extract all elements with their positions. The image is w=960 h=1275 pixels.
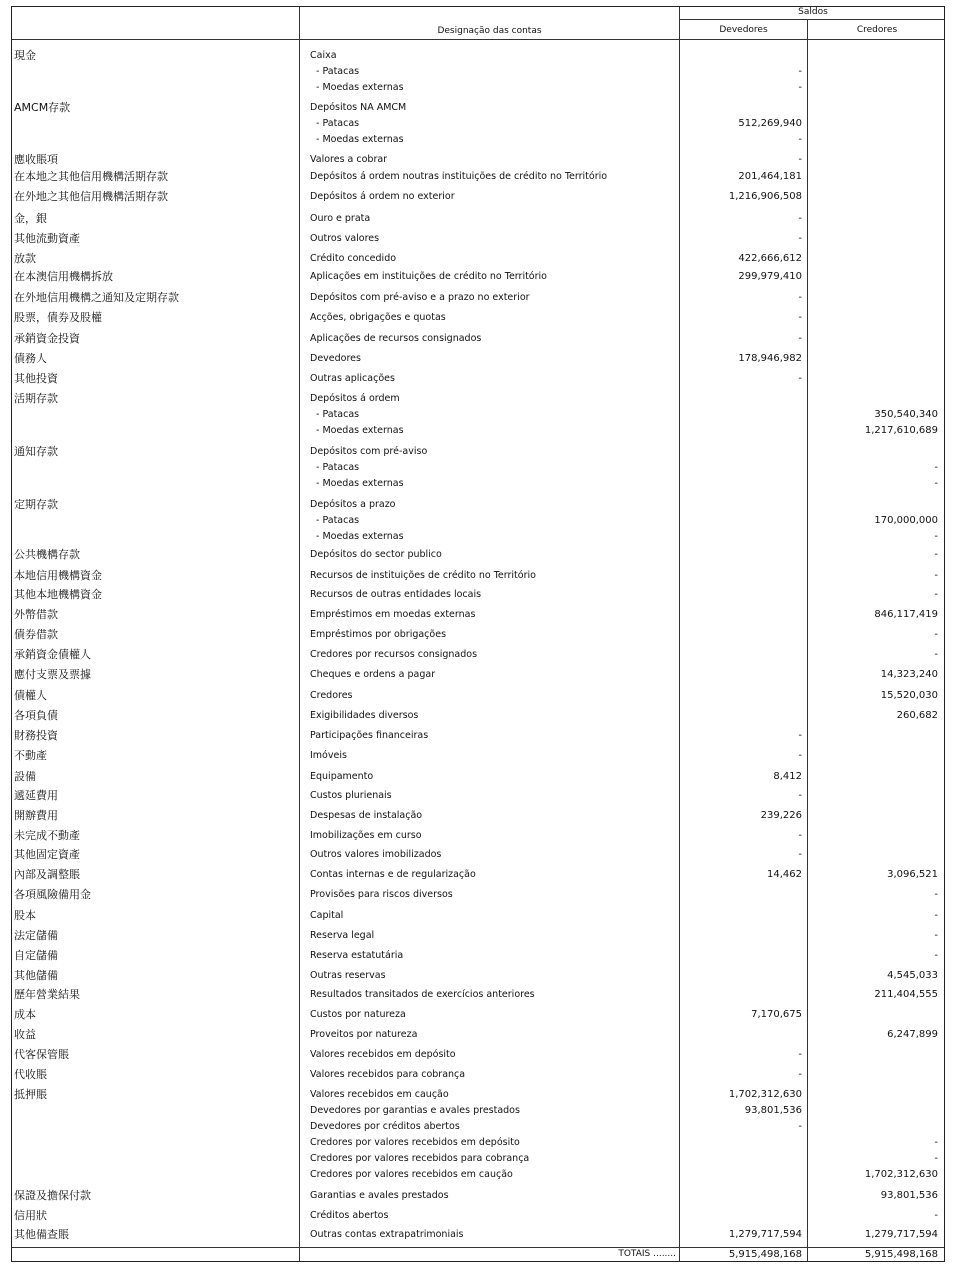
devedores-value: - <box>798 790 802 801</box>
table-row <box>12 1151 944 1167</box>
account-name-zh: 現金 <box>14 49 36 62</box>
credores-value: 1,217,610,689 <box>864 425 938 436</box>
credores-value: 15,520,030 <box>880 690 938 701</box>
credores-value: - <box>934 478 938 489</box>
table-row <box>12 351 944 367</box>
account-name-pt: Capital <box>310 910 344 921</box>
account-name-pt: Caixa <box>310 50 337 61</box>
devedores-value: - <box>798 830 802 841</box>
devedores-value: 14,462 <box>767 869 802 880</box>
account-name-pt: Crédito concedido <box>310 253 397 264</box>
credores-value: - <box>934 1137 938 1148</box>
account-name-pt: Depósitos com pré-aviso <box>310 446 428 457</box>
account-name-pt: Provisões para riscos diversos <box>310 889 453 900</box>
account-name-pt: Depósitos NA AMCM <box>310 102 407 113</box>
account-name-zh: 在本地之其他信用機構活期存款 <box>14 170 168 183</box>
table-row <box>12 460 944 476</box>
account-name-pt: Créditos abertos <box>310 1210 389 1221</box>
devedores-value: - <box>798 154 802 165</box>
account-name-zh: 信用狀 <box>14 1209 47 1222</box>
table-row <box>12 529 944 545</box>
table-row <box>12 627 944 643</box>
header-saldos: Saldos <box>798 7 828 17</box>
devedores-value: - <box>798 1049 802 1060</box>
account-name-pt: Depósitos a prazo <box>310 499 396 510</box>
account-name-pt: Devedores por créditos abertos <box>310 1121 460 1132</box>
devedores-value: 178,946,982 <box>738 353 802 364</box>
table-row <box>12 928 944 944</box>
account-name-zh: 不動產 <box>14 749 47 762</box>
credores-value: 4,545,033 <box>887 970 938 981</box>
devedores-value: - <box>798 849 802 860</box>
account-name-pt: Devedores <box>310 353 361 364</box>
table-row <box>12 80 944 96</box>
devedores-value: - <box>798 292 802 303</box>
account-name-pt: Reserva legal <box>310 930 375 941</box>
account-name-pt: Credores por valores recebidos em depósito <box>310 1137 520 1148</box>
account-name-pt: Outros valores <box>310 233 380 244</box>
account-name-zh: 其他流動資產 <box>14 232 80 245</box>
account-name-zh: 各項風險備用金 <box>14 888 91 901</box>
table-row <box>12 667 944 683</box>
account-name-zh: 通知存款 <box>14 445 58 458</box>
account-name-pt: Custos por natureza <box>310 1009 406 1020</box>
table-row <box>12 1188 944 1204</box>
credores-value: 846,117,419 <box>874 609 938 620</box>
account-name-zh: 抵押賬 <box>14 1088 47 1101</box>
header-designacao: Designação das contas <box>437 26 542 36</box>
devedores-value: 7,170,675 <box>751 1009 802 1020</box>
table-row <box>12 708 944 724</box>
account-name-pt: Valores recebidos em depósito <box>310 1049 456 1060</box>
totals-devedores: 5,915,498,168 <box>728 1249 802 1260</box>
table-row <box>12 1227 944 1243</box>
account-name-pt: Depósitos com pré-aviso e a prazo no exterior <box>310 292 530 303</box>
table-row <box>12 968 944 984</box>
account-name-pt: Outras reservas <box>310 970 386 981</box>
credores-value: - <box>934 950 938 961</box>
devedores-value: 422,666,612 <box>738 253 802 264</box>
table-row <box>12 100 944 116</box>
table-row <box>12 310 944 326</box>
account-name-zh: 其他儲備 <box>14 969 58 982</box>
account-name-pt: Credores por recursos consignados <box>310 649 478 660</box>
account-name-zh: 債權人 <box>14 689 47 702</box>
account-name-zh: 應付支票及票據 <box>14 668 91 681</box>
devedores-value: 1,702,312,630 <box>728 1089 802 1100</box>
table-row <box>12 132 944 148</box>
credores-value: 6,247,899 <box>887 1029 938 1040</box>
devedores-value: - <box>798 134 802 145</box>
account-name-zh: 保證及擔保付款 <box>14 1189 91 1202</box>
devedores-value: 299,979,410 <box>738 271 802 282</box>
credores-value: 350,540,340 <box>874 409 938 420</box>
totals-credores: 5,915,498,168 <box>864 1249 938 1260</box>
account-name-pt: - Patacas <box>316 118 360 129</box>
account-name-zh: 股票，債券及股權 <box>14 311 102 324</box>
account-name-pt: Depósitos á ordem no exterior <box>310 191 455 202</box>
table-row <box>12 48 944 64</box>
account-name-zh: 在外地信用機構之通知及定期存款 <box>14 291 179 304</box>
credores-value: 93,801,536 <box>880 1190 938 1201</box>
account-name-zh: 金，銀 <box>14 212 47 225</box>
account-name-zh: 應收賬項 <box>14 153 58 166</box>
table-row <box>12 290 944 306</box>
account-name-pt: Credores por valores recebidos para cobrança <box>310 1153 530 1164</box>
credores-value: 1,702,312,630 <box>864 1169 938 1180</box>
table-row <box>12 1119 944 1135</box>
devedores-value: 201,464,181 <box>738 171 802 182</box>
account-name-pt: Cheques e ordens a pagar <box>310 669 436 680</box>
account-name-pt: Depósitos á ordem noutras instituições de crédito no Território <box>310 171 608 182</box>
account-name-pt: - Patacas <box>316 515 360 526</box>
account-name-pt: - Moedas externas <box>316 531 404 542</box>
table-row <box>12 908 944 924</box>
table-row <box>12 371 944 387</box>
account-name-pt: Devedores por garantias e avales prestados <box>310 1105 520 1116</box>
credores-value: - <box>934 629 938 640</box>
account-name-zh: AMCM存款 <box>14 101 71 114</box>
devedores-value: 512,269,940 <box>738 118 802 129</box>
account-name-pt: Despesas de instalação <box>310 810 423 821</box>
account-name-zh: 在外地之其他信用機構活期存款 <box>14 190 168 203</box>
account-name-pt: - Patacas <box>316 66 360 77</box>
account-name-zh: 代收賬 <box>14 1068 47 1081</box>
table-row <box>12 607 944 623</box>
devedores-value: - <box>798 213 802 224</box>
credores-value: - <box>934 589 938 600</box>
header-divider <box>12 39 944 40</box>
account-name-zh: 其他備查賬 <box>14 1228 69 1241</box>
account-name-pt: Reserva estatutária <box>310 950 404 961</box>
account-name-pt: Credores <box>310 690 353 701</box>
devedores-value: - <box>798 1069 802 1080</box>
account-name-zh: 外幣借款 <box>14 608 58 621</box>
devedores-value: - <box>798 66 802 77</box>
table-row <box>12 116 944 132</box>
table-row <box>12 1027 944 1043</box>
credores-value: - <box>934 1210 938 1221</box>
account-name-pt: - Moedas externas <box>316 478 404 489</box>
account-name-pt: Empréstimos por obrigações <box>310 629 447 640</box>
table-row <box>12 647 944 663</box>
account-name-zh: 其他投資 <box>14 372 58 385</box>
account-name-pt: Credores por valores recebidos em caução <box>310 1169 513 1180</box>
table-row <box>12 391 944 407</box>
account-name-zh: 開辦費用 <box>14 809 58 822</box>
devedores-value: - <box>798 82 802 93</box>
table-row <box>12 169 944 185</box>
table-row <box>12 769 944 785</box>
table-row <box>12 847 944 863</box>
account-name-pt: Aplicações de recursos consignados <box>310 333 482 344</box>
table-row <box>12 423 944 439</box>
account-name-pt: Equipamento <box>310 771 374 782</box>
account-name-zh: 各項負債 <box>14 709 58 722</box>
table-row <box>12 547 944 563</box>
credores-value: 170,000,000 <box>874 515 938 526</box>
account-name-pt: - Patacas <box>316 462 360 473</box>
account-name-pt: - Moedas externas <box>316 425 404 436</box>
devedores-value: - <box>798 333 802 344</box>
balance-sheet-table <box>11 6 945 1262</box>
account-name-pt: Imobilizações em curso <box>310 830 422 841</box>
account-name-zh: 未完成不動產 <box>14 829 80 842</box>
table-row <box>12 1007 944 1023</box>
account-name-pt: Valores a cobrar <box>310 154 388 165</box>
account-name-zh: 債務人 <box>14 352 47 365</box>
account-name-zh: 債券借款 <box>14 628 58 641</box>
credores-value: - <box>934 549 938 560</box>
table-row <box>12 728 944 744</box>
account-name-zh: 本地信用機構資金 <box>14 569 102 582</box>
account-name-zh: 內部及調整賬 <box>14 868 80 881</box>
table-row <box>12 407 944 423</box>
credores-value: 211,404,555 <box>874 989 938 1000</box>
account-name-zh: 成本 <box>14 1008 36 1021</box>
account-name-pt: Acções, obrigações e quotas <box>310 312 446 323</box>
table-row <box>12 748 944 764</box>
account-name-zh: 法定儲備 <box>14 929 58 942</box>
account-name-pt: Imóveis <box>310 750 347 761</box>
table-row <box>12 987 944 1003</box>
header-credores: Credores <box>856 25 898 35</box>
credores-value: - <box>934 570 938 581</box>
credores-value: 260,682 <box>896 710 938 721</box>
account-name-pt: Ouro e prata <box>310 213 371 224</box>
account-name-pt: - Patacas <box>316 409 360 420</box>
account-name-pt: Recursos de outras entidades locais <box>310 589 482 600</box>
table-row <box>12 867 944 883</box>
credores-value: - <box>934 1153 938 1164</box>
totals-row <box>12 1247 944 1263</box>
account-name-zh: 設備 <box>14 770 36 783</box>
table-row <box>12 948 944 964</box>
devedores-value: 1,216,906,508 <box>728 191 802 202</box>
account-name-zh: 其他本地機構資金 <box>14 588 102 601</box>
account-name-zh: 在本澳信用機構拆放 <box>14 270 113 283</box>
account-name-pt: Custos plurienais <box>310 790 392 801</box>
account-name-zh: 放款 <box>14 252 36 265</box>
account-name-pt: Depósitos do sector publico <box>310 549 442 560</box>
credores-value: - <box>934 910 938 921</box>
table-row <box>12 211 944 227</box>
account-name-pt: Outras contas extrapatrimoniais <box>310 1229 464 1240</box>
table-row <box>12 64 944 80</box>
account-name-pt: Contas internas e de regularização <box>310 869 476 880</box>
devedores-value: 93,801,536 <box>744 1105 802 1116</box>
account-name-zh: 歷年營業結果 <box>14 988 80 1001</box>
credores-value: - <box>934 889 938 900</box>
table-row <box>12 444 944 460</box>
account-name-pt: Valores recebidos para cobrança <box>310 1069 466 1080</box>
account-name-pt: Participações financeiras <box>310 730 429 741</box>
account-name-zh: 收益 <box>14 1028 36 1041</box>
account-name-zh: 其他固定資產 <box>14 848 80 861</box>
devedores-value: - <box>798 730 802 741</box>
account-name-zh: 公共機構存款 <box>14 548 80 561</box>
table-row <box>12 331 944 347</box>
table-row <box>12 1135 944 1151</box>
table-row <box>12 513 944 529</box>
account-name-pt: Depósitos á ordem <box>310 393 400 404</box>
account-name-pt: - Moedas externas <box>316 82 404 93</box>
credores-value: 14,323,240 <box>880 669 938 680</box>
account-name-zh: 遞延費用 <box>14 789 58 802</box>
table-row <box>12 231 944 247</box>
table-row <box>12 568 944 584</box>
account-name-pt: - Moedas externas <box>316 134 404 145</box>
devedores-value: - <box>798 750 802 761</box>
credores-value: - <box>934 462 938 473</box>
account-name-pt: Outros valores imobilizados <box>310 849 442 860</box>
table-row <box>12 808 944 824</box>
header-divider <box>679 19 944 20</box>
account-name-pt: Resultados transitados de exercícios anteriores <box>310 989 535 1000</box>
account-name-zh: 活期存款 <box>14 392 58 405</box>
account-name-pt: Outras aplicações <box>310 373 395 384</box>
credores-value: 3,096,521 <box>887 869 938 880</box>
table-row <box>12 152 944 168</box>
account-name-pt: Exigibilidades diversos <box>310 710 419 721</box>
table-row <box>12 887 944 903</box>
credores-value: - <box>934 930 938 941</box>
table-row <box>12 788 944 804</box>
account-name-pt: Valores recebidos em caução <box>310 1089 449 1100</box>
table-row <box>12 1047 944 1063</box>
table-row <box>12 688 944 704</box>
account-name-zh: 代客保管賬 <box>14 1048 69 1061</box>
devedores-value: 8,412 <box>773 771 802 782</box>
credores-value: - <box>934 531 938 542</box>
table-row <box>12 1087 944 1103</box>
account-name-pt: Recursos de instituições de crédito no Território <box>310 570 536 581</box>
devedores-value: - <box>798 233 802 244</box>
table-row <box>12 1208 944 1224</box>
table-row <box>12 189 944 205</box>
devedores-value: - <box>798 1121 802 1132</box>
account-name-pt: Garantias e avales prestados <box>310 1190 449 1201</box>
devedores-value: 1,279,717,594 <box>728 1229 802 1240</box>
account-name-zh: 財務投資 <box>14 729 58 742</box>
account-name-pt: Aplicações em instituições de crédito no Território <box>310 271 547 282</box>
devedores-value: - <box>798 373 802 384</box>
table-row <box>12 828 944 844</box>
account-name-pt: Proveitos por natureza <box>310 1029 418 1040</box>
table-row <box>12 1067 944 1083</box>
totals-label: TOTAIS ........ <box>618 1249 676 1259</box>
account-name-zh: 自定儲備 <box>14 949 58 962</box>
credores-value: 1,279,717,594 <box>864 1229 938 1240</box>
account-name-zh: 承銷資金投資 <box>14 332 80 345</box>
table-row <box>12 587 944 603</box>
table-row <box>12 476 944 492</box>
account-name-zh: 定期存款 <box>14 498 58 511</box>
account-name-zh: 承銷資金債權人 <box>14 648 91 661</box>
table-row <box>12 497 944 513</box>
devedores-value: 239,226 <box>760 810 802 821</box>
devedores-value: - <box>798 312 802 323</box>
account-name-pt: Empréstimos em moedas externas <box>310 609 476 620</box>
credores-value: - <box>934 649 938 660</box>
account-name-zh: 股本 <box>14 909 36 922</box>
header-devedores: Devedores <box>719 25 768 35</box>
table-row <box>12 1103 944 1119</box>
table-row <box>12 269 944 285</box>
table-row <box>12 1167 944 1183</box>
table-row <box>12 251 944 267</box>
